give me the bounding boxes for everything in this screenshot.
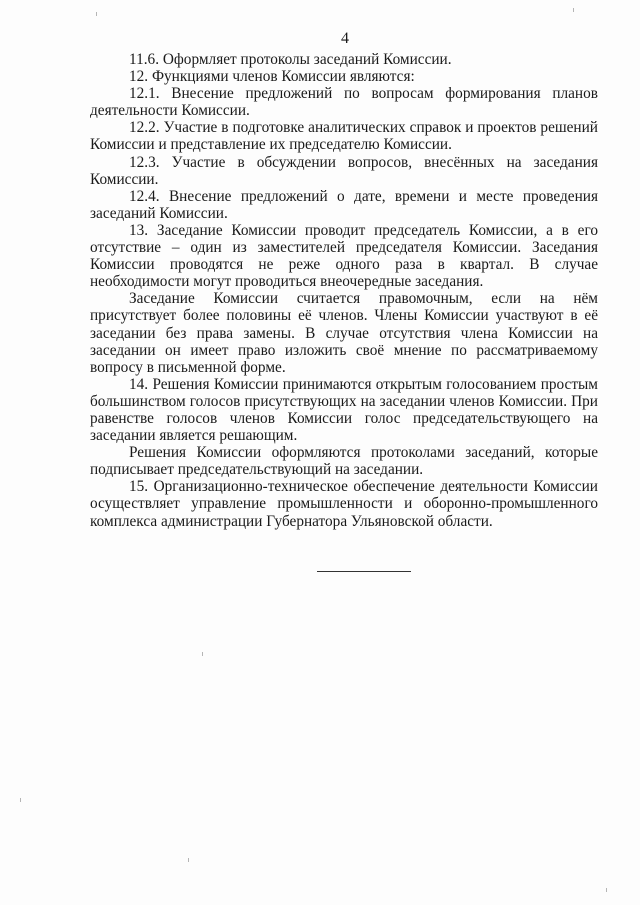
paragraph-14: 14. Решения Комиссии принимаются открытым голосованием простым большинством голосов присутствующих на заседании членов Комиссии. При равенстве голосов членов Комиссии голос председательствующего на заседании является решающим. xyxy=(90,375,598,445)
paragraph-14-protocols: Решения Комиссии оформляются протоколами заседаний, которые подписывает председательствующий на заседании. xyxy=(90,444,598,479)
paragraph-12-4: 12.4. Внесение предложений о дате, времени и месте проведения заседаний Комиссии. xyxy=(90,187,598,222)
page-number: 4 xyxy=(341,30,349,47)
scan-speck xyxy=(188,858,189,862)
scan-speck xyxy=(20,798,21,802)
end-of-text-rule xyxy=(317,571,411,572)
document-body xyxy=(90,51,598,530)
scan-speck xyxy=(202,652,203,656)
paragraph-13: 13. Заседание Комиссии проводит председатель Комиссии, а в его отсутствие – один из заместителей председателя Комиссии. Заседания Комиссии проводятся не реже одного раза в квартал. В случае необходимости могут проводиться внеочередные заседания. xyxy=(90,221,598,291)
paragraph-13-quorum: Заседание Комиссии считается правомочным, если на нём присутствует более половины её членов. Члены Комиссии участвуют в её заседании без права замены. В случае отсутствия члена Комиссии на заседании он имеет право изложить своё мнение по рассматриваемому вопросу в письменной форме. xyxy=(90,290,598,376)
paragraph-12-3: 12.3. Участие в обсуждении вопросов, внесённых на заседания Комиссии. xyxy=(90,153,598,188)
paragraph-11-6: 11.6. Оформляет протоколы заседаний Комиссии. xyxy=(129,51,452,68)
scan-speck xyxy=(573,8,574,12)
paragraph-12: 12. Функциями членов Комиссии являются: xyxy=(129,68,415,86)
paragraph-15: 15. Организационно-техническое обеспечение деятельности Комиссии осуществляет управление промышленности и оборонно-промышленного комплекса администрации Губернатора Ульяновской области. xyxy=(90,478,598,530)
paragraph-12-2: 12.2. Участие в подготовке аналитических справок и проектов решений Комиссии и представление их председателю Комиссии. xyxy=(90,119,598,154)
scan-speck xyxy=(96,12,97,16)
scan-speck xyxy=(606,888,607,892)
paragraph-12-1: 12.1. Внесение предложений по вопросам формирования планов деятельности Комиссии. xyxy=(90,85,598,120)
